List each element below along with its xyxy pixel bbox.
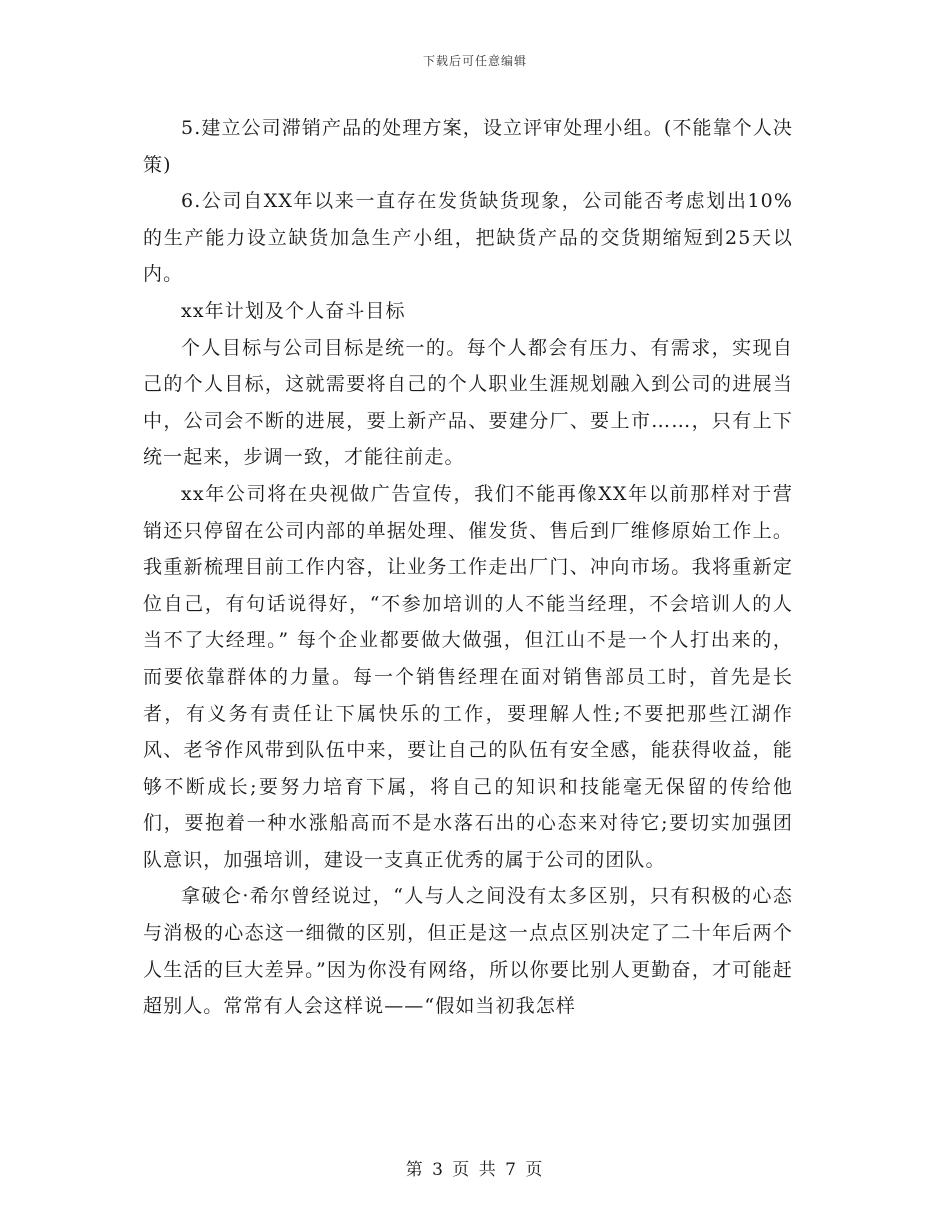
paragraph-item-6: 6.公司自XX年以来一直存在发货缺货现象，公司能否考虑划出10%的生产能力设立缺货加急生产小组，把缺货产品的交货期缩短到25天以内。 [143,190,793,286]
page-header: 下载后可任意编辑 [422,54,527,68]
paragraph-personal-goals: 个人目标与公司目标是统一的。每个人都会有压力、有需求，实现自己的个人目标，这就需要将自己的个人职业生涯规划融入到公司的进展当中，公司会不断的进展，要上新产品、要建分厂、要上市……，只有上下统一起来，步调一致，才能往前走。 [143,336,793,469]
paragraph-item-5: 5.建立公司滞销产品的处理方案，设立评审处理小组。(不能靠个人决策) [143,117,793,176]
paragraph-advertising-plan: xx年公司将在央视做广告宣传，我们不能再像XX年以前那样对于营销还只停留在公司内部的单据处理、催发货、售后到厂维修原始工作上。我重新梳理目前工作内容，让业务工作走出厂门、冲向市场。我将重新定位自己，有句话说得好，“不参加培训的人不能当经理，不会培训人的人当不了大经理。” 每个企业都要做大做强，但江山不是一个人打出来的，而要依靠群体的力量。每一个销售经理在面对销售部员工时，首先是长者，有义务有责任让下属快乐的工作，要理解人性;不要把那些江湖作风、老爷作风带到队伍中来，要让自己的队伍有安全感，能获得收益，能够不断成长;要努力培育下属，将自己的知识和技能毫无保留的传给他们，要抱着一种水涨船高而不是水落石出的心态来对待它;要切实加强团队意识，加强培训，建设一支真正优秀的属于公司的团队。 [143,482,793,871]
paragraph-napoleon-hill-quote: 拿破仑·希尔曾经说过，“人与人之间没有太多区别，只有积极的心态与消极的心态这一细微的区别，但正是这一点点区别决定了二十年后两个人生活的巨大差异。”因为你没有网络，所以你要比别人更勤奋，才可能赶超别人。常常有人会这样说——“假如当初我怎样 [143,885,793,1018]
document-body [143,110,793,1025]
page-number-footer: 第 3 页 共 7 页 [405,1160,545,1180]
section-heading: xx年计划及个人奋斗目标 [181,299,406,322]
